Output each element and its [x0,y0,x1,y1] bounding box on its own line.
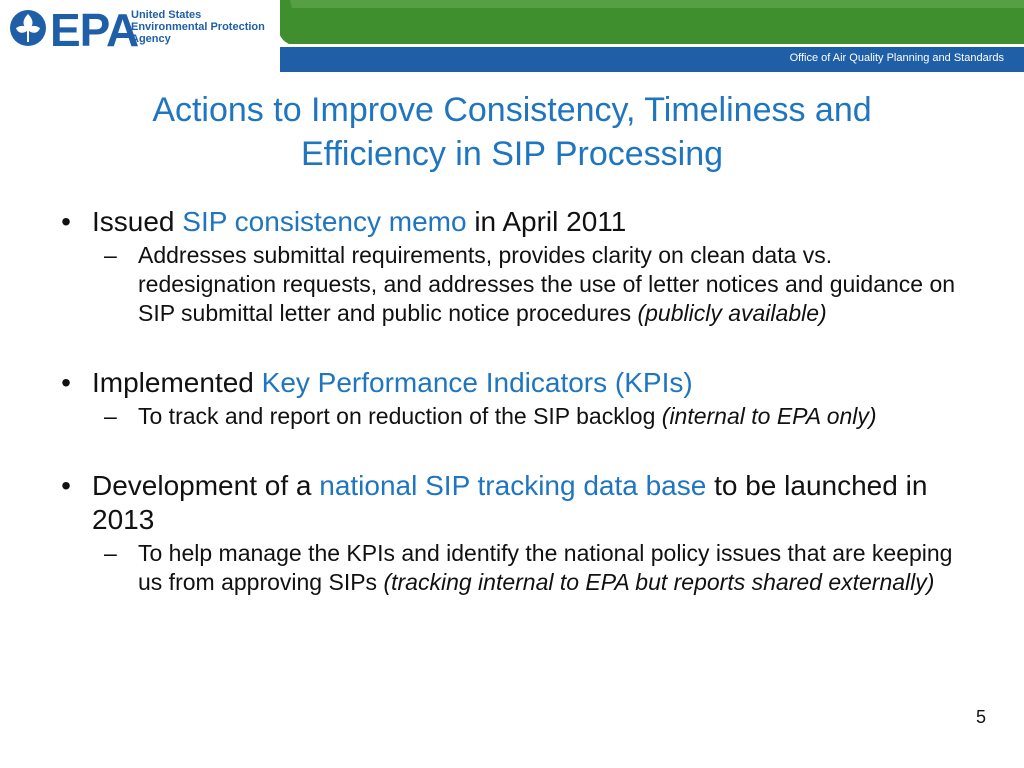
agency-line-1: United States [131,9,202,21]
agency-line-2: Environmental Protection [131,21,265,33]
bullet-2-highlight: Key Performance Indicators (KPIs) [261,367,693,398]
epa-logo [0,0,280,72]
bullet-dot: • [61,470,71,501]
sub-bullet-2 [56,402,956,431]
sub-bullet-1-italic: (publicly available) [637,300,827,326]
slide-header [0,0,1024,72]
sub-bullet-1-text: Addresses submittal requirements, provides clarity on clean data vs. redesignation requests, and addresses the use of letter notices and guidance on SIP submittal letter and public notice procedures [138,242,956,326]
epa-logo-letters: EPA [50,4,139,56]
slide-title [40,88,984,176]
office-label: Office of Air Quality Planning and Standards [789,52,1004,64]
sub-bullet-dash: – [104,540,117,566]
slide-title-line-1: Actions to Improve Consistency, Timeliness and [152,91,872,129]
bullet-item-3 [56,469,956,537]
sub-bullet-3-text: To help manage the KPIs and identify the national policy issues that are keeping us from approving SIPs [138,540,953,595]
sub-bullet-dash: – [104,403,117,429]
bullet-dot: • [61,367,71,398]
bullet-1-highlight: SIP consistency memo [182,206,467,237]
bullet-1-post: in April 2011 [466,206,627,237]
epa-flower-icon [8,8,48,48]
bullet-3-pre: Development of a [92,470,320,501]
sub-bullet-3 [56,539,956,597]
bullet-item-2 [56,366,956,400]
slide-title-line-2: Efficiency in SIP Processing [300,135,724,173]
page-number: 5 [975,707,986,727]
sub-bullet-2-text: To track and report on reduction of the SIP backlog [138,403,662,429]
bullet-1-pre: Issued [92,206,183,237]
bullet-2-pre: Implemented [92,367,262,398]
bullet-dot: • [61,206,71,237]
bullet-item-1 [56,205,956,239]
agency-line-3: Agency [131,33,171,45]
sub-bullet-2-italic: (internal to EPA only) [661,403,877,429]
slide-content [56,205,956,597]
bullet-3-highlight: national SIP tracking data base [319,470,707,501]
epa-agency-name [131,9,265,45]
sub-bullet-1 [56,241,956,328]
bullet-3-post: to be launched in 2013 [92,470,928,535]
sub-bullet-dash: – [104,242,117,268]
sub-bullet-3-italic: (tracking internal to EPA but reports shared externally) [383,569,935,595]
